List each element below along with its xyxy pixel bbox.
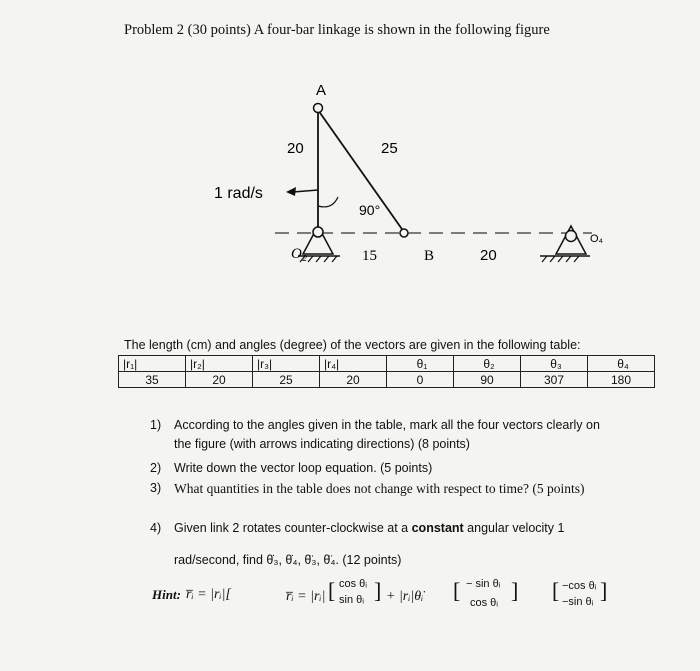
- question-text: What quantities in the table does not change with respect to time? (5 points): [174, 481, 585, 496]
- hint-plus: + |rᵢ|θ̇ᵢ: [386, 589, 424, 604]
- table-cell: 20: [320, 372, 387, 388]
- label-len-ab: 25: [381, 140, 398, 157]
- label-omega: 1 rad/s: [214, 185, 263, 202]
- pin-b: [400, 229, 408, 237]
- table-header: θ₂: [454, 356, 521, 372]
- question-number: 2): [150, 461, 162, 475]
- matrix1-row1: cos θᵢ: [339, 578, 368, 590]
- ground-support-o4: [540, 226, 590, 262]
- table-header: θ₁: [387, 356, 454, 372]
- table-cell: 25: [253, 372, 320, 388]
- table-header: |r₂|: [186, 356, 253, 372]
- question-number: 3): [150, 481, 162, 495]
- bracket-right-1: ]: [374, 578, 382, 603]
- problem-title: Problem 2 (30 points) A four-bar linkage is shown in the following figure: [124, 22, 550, 38]
- table-cell: 35: [119, 372, 186, 388]
- matrix2-row1: − sin θᵢ: [466, 578, 501, 590]
- label-len-o2b: 15: [362, 248, 377, 264]
- question-text: Write down the vector loop equation. (5 points): [174, 461, 433, 475]
- label-b: B: [424, 248, 435, 264]
- table-caption: The length (cm) and angles (degree) of the vectors are given in the following table:: [124, 338, 581, 352]
- question-text-bold: constant: [411, 521, 464, 535]
- hint-eq2: r̅ᵢ = |rᵢ|: [286, 589, 326, 604]
- table-header: |r₃|: [253, 356, 320, 372]
- table-cell: 180: [588, 372, 655, 388]
- table-cell: 20: [186, 372, 253, 388]
- bracket-left-2: [: [453, 578, 461, 603]
- hint-label: Hint:: [152, 587, 181, 602]
- table-cell: 0: [387, 372, 454, 388]
- label-o4: O₄: [590, 233, 604, 245]
- label-len-bo4: 20: [480, 247, 497, 264]
- question-number: 4): [150, 521, 162, 535]
- label-angle: 90°: [359, 202, 381, 218]
- bracket-left-3: [: [552, 578, 560, 603]
- bracket-right-2: ]: [511, 578, 519, 603]
- table-cell: 307: [521, 372, 588, 388]
- question-text: Given link 2 rotates counter-clockwise at a: [174, 521, 412, 535]
- question-text-line2: the figure (with arrows indicating directions) (8 points): [174, 437, 470, 451]
- question-text: According to the angles given in the table, mark all the four vectors clearly on: [174, 418, 600, 432]
- table-header: |r₁|: [119, 356, 186, 372]
- right-angle-arc: [318, 197, 338, 207]
- label-a: A: [316, 82, 327, 99]
- matrix3-row1: −cos θᵢ: [562, 580, 597, 592]
- table-cell: 90: [454, 372, 521, 388]
- question-text-end: angular velocity 1: [463, 521, 565, 535]
- bracket-left-1: [: [328, 578, 336, 603]
- label-len-o2a: 20: [287, 140, 304, 157]
- hint-eq1: r̅ᵢ = |rᵢ|[: [186, 587, 231, 602]
- question-text-line2: rad/second, find θ̇₃, θ̇₄, θ̈₃, θ̈₄. (12 points): [174, 553, 402, 567]
- label-o2: O₂: [291, 246, 308, 262]
- table-header-row: [119, 356, 655, 372]
- vector-table: [118, 355, 655, 388]
- angular-velocity-arrow: [286, 187, 318, 196]
- question-number: 1): [150, 418, 162, 432]
- table-row: [119, 372, 655, 388]
- table-header: |r₄|: [320, 356, 387, 372]
- table-header: θ₄: [588, 356, 655, 372]
- pin-a: [314, 104, 323, 113]
- table-header: θ₃: [521, 356, 588, 372]
- matrix3-row2: −sin θᵢ: [562, 596, 594, 608]
- bracket-right-3: ]: [600, 578, 608, 603]
- matrix1-row2: sin θᵢ: [339, 594, 364, 606]
- matrix2-row2: cos θᵢ: [470, 597, 499, 609]
